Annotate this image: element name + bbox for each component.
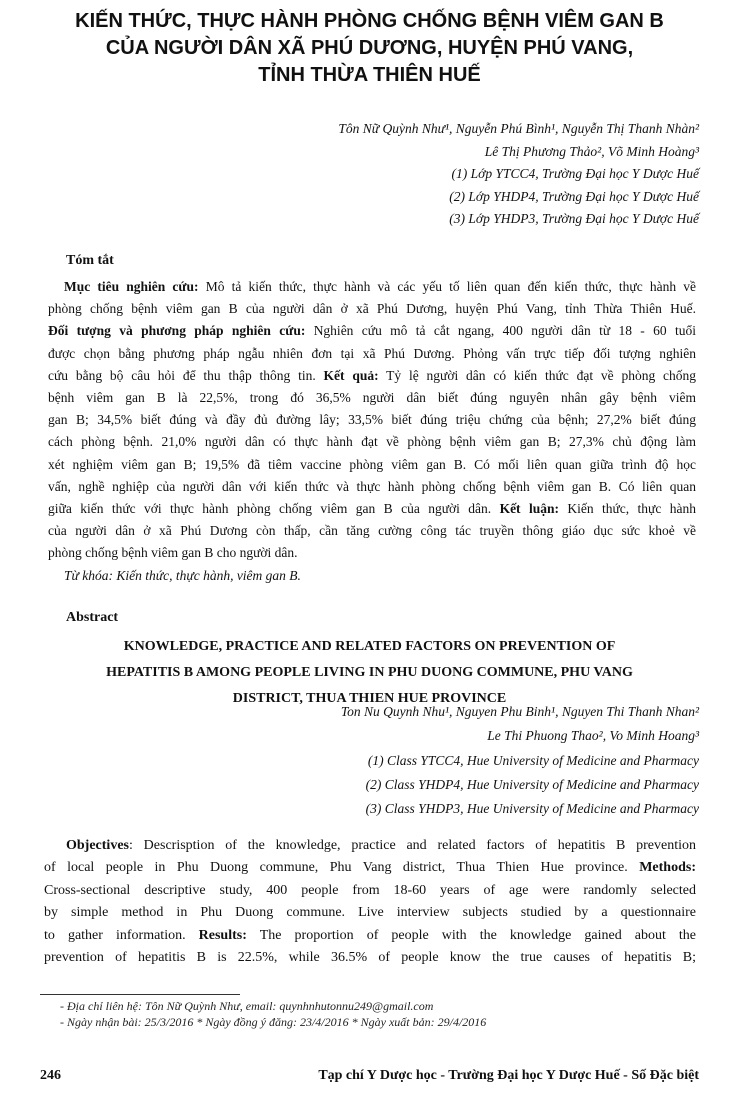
summary-line: Đối tượng và phương pháp nghiên cứu: Nghiên cứu mô tả cắt ngang, 400 người dân từ 18 - 60 tuổi: [48, 323, 696, 339]
methods-label: Đối tượng và phương pháp nghiên cứu:: [48, 323, 306, 339]
abstract-line: Cross-sectional descriptive study, 400 people from 18-60 years of age were randomly selected: [44, 882, 696, 898]
summary-heading: Tóm tắt: [66, 253, 114, 268]
methods-label-en: Methods:: [639, 860, 696, 876]
authors-en-line-2: Le Thi Phuong Thao², Vo Minh Hoang³: [487, 728, 699, 744]
summary-line: của người dân ở xã Phú Dương còn thấp, cần tăng cường công tác truyền thông giáo dục sức khoẻ về: [48, 523, 696, 539]
results-label-en: Results:: [198, 927, 247, 943]
summary-line: bệnh viêm gan B là 22,5%, trong đó 36,5% người dân biết đúng nguyên nhân gây bệnh viêm: [48, 390, 696, 406]
authors-en-line-1: Ton Nu Quynh Nhu¹, Nguyen Phu Binh¹, Nguyen Thi Thanh Nhan²: [340, 704, 699, 719]
title-line-1: KIẾN THỨC, THỰC HÀNH PHÒNG CHỐNG BỆNH VIÊM GAN B: [75, 10, 664, 32]
objective-label: Mục tiêu nghiên cứu:: [64, 279, 199, 294]
summary-line: phòng chống bệnh viêm gan B của người dân ở xã Phú Dương, huyện Phú Vang, tỉnh Thừa Thiên Huế.: [48, 301, 696, 317]
conclusion-label: Kết luận:: [499, 501, 559, 517]
keywords-line: [48, 565, 696, 587]
abstract-body-en: [44, 835, 696, 969]
summary-body-vn: [48, 276, 696, 587]
affiliation-vn-2: (2) Lớp YHDP4, Trường Đại học Y Dược Huế: [449, 188, 699, 204]
title-line-2: CỦA NGƯỜI DÂN XÃ PHÚ DƯƠNG, HUYỆN PHÚ VANG,: [105, 37, 634, 59]
footnote-divider: [40, 994, 240, 995]
en-title-line-3: DISTRICT, THUA THIEN HUE PROVINCE: [232, 691, 507, 706]
authors-en: [179, 700, 699, 821]
summary-line: xét nghiệm viêm gan B; 19,5% đã tiêm vaccine phòng viêm gan B. Có mối liên quan giữa trình độ học: [48, 456, 696, 472]
abstract-line: to gather information. Results: The proportion of people with the knowledge gained about the: [44, 927, 697, 943]
summary-line: cách phòng bệnh. 21,0% người dân có thực hành đạt về phòng bệnh viêm gan B; 27,3% chủ động làm: [48, 434, 696, 450]
authors-vn: [179, 118, 699, 231]
abstract-line: of local people in Phu Duong commune, Phu Vang district, Thua Thien Hue province. Methods:: [44, 860, 696, 876]
abstract-heading: Abstract: [66, 610, 119, 625]
affiliation-en-1: (1) Class YTCC4, Hue University of Medicine and Pharmacy: [367, 752, 699, 768]
results-label: Kết quả:: [323, 367, 379, 383]
title-line-3: TỈNH THỪA THIÊN HUẾ: [258, 64, 481, 86]
en-title-line-2: HEPATITIS B AMONG PEOPLE LIVING IN PHU DUONG COMMUNE, PHU VANG: [106, 665, 633, 680]
article-title-vn: [30, 8, 709, 89]
summary-line: vấn, nghề nghiệp của người dân với kiến thức và thực hành phòng chống bệnh viêm gan B. Có liên quan: [48, 478, 696, 494]
summary-line: được chọn bằng phương pháp ngẫu nhiên đơn tại xã Phú Dương. Phỏng vấn trực tiếp đối tượng nghiên: [48, 345, 696, 361]
abstract-line: by simple method in Phu Duong commune. Live interview subjects studied by a questionnaire: [44, 905, 696, 921]
page-number: 246: [40, 1068, 61, 1083]
en-title-line-1: KNOWLEDGE, PRACTICE AND RELATED FACTORS ON PREVENTION OF: [123, 639, 616, 654]
affiliation-vn-1: (1) Lớp YTCC4, Trường Đại học Y Dược Huế: [451, 166, 699, 181]
keywords: Kiến thức, thực hành, viêm gan B.: [116, 567, 301, 583]
abstract-line: Objectives: Descrisption of the knowledge, practice and related factors of hepatitis B prevention: [66, 838, 696, 853]
summary-line: gan B; 34,5% biết đúng và đầy đủ đường lây; 33,5% biết đúng triệu chứng của bệnh; 27,2% biết đúng: [48, 412, 696, 428]
summary-line: giữa kiến thức với thực hành phòng chống viêm gan B của người dân. Kết luận: Kiến thức, thực hành: [48, 501, 696, 517]
affiliation-vn-3: (3) Lớp YHDP3, Trường Đại học Y Dược Huế: [449, 211, 699, 226]
summary-line: Mục tiêu nghiên cứu: Mô tả kiến thức, thực hành và các yếu tố liên quan đến kiến thức, thực hành về: [64, 279, 696, 294]
authors-vn-line-2: Lê Thị Phương Thảo², Võ Minh Hoàng³: [484, 143, 699, 159]
footnote-dates: - Ngày nhận bài: 25/3/2016 * Ngày đồng ý đăng: 23/4/2016 * Ngày xuất bản: 29/4/2016: [60, 1015, 487, 1029]
summary-line: cứu bằng bộ câu hỏi để thu thập thông tin. Kết quả: Tỷ lệ người dân có kiến thức đạt về phòng chống: [48, 367, 696, 383]
footnote-contact: - Địa chỉ liên hệ: Tôn Nữ Quỳnh Như, email: quynhnhutonnu249@gmail.com: [60, 999, 434, 1013]
summary-line: phòng chống bệnh viêm gan B cho người dân.: [48, 545, 298, 561]
objectives-label: Objectives: [66, 838, 129, 853]
footnotes: [60, 998, 700, 1030]
keywords-label: Từ khóa:: [64, 567, 113, 583]
affiliation-en-3: (3) Class YHDP3, Hue University of Medicine and Pharmacy: [365, 801, 699, 817]
abstract-line: prevention of hepatitis B is 22.5%, while 36.5% of people know the true causes of hepatitis B;: [44, 950, 696, 966]
authors-vn-line-1: Tôn Nữ Quỳnh Như¹, Nguyễn Phú Bình¹, Nguyễn Thị Thanh Nhàn²: [338, 121, 699, 136]
journal-footer: Tạp chí Y Dược học - Trường Đại học Y Dược Huế - Số Đặc biệt: [318, 1068, 699, 1083]
affiliation-en-2: (2) Class YHDP4, Hue University of Medicine and Pharmacy: [365, 776, 699, 792]
